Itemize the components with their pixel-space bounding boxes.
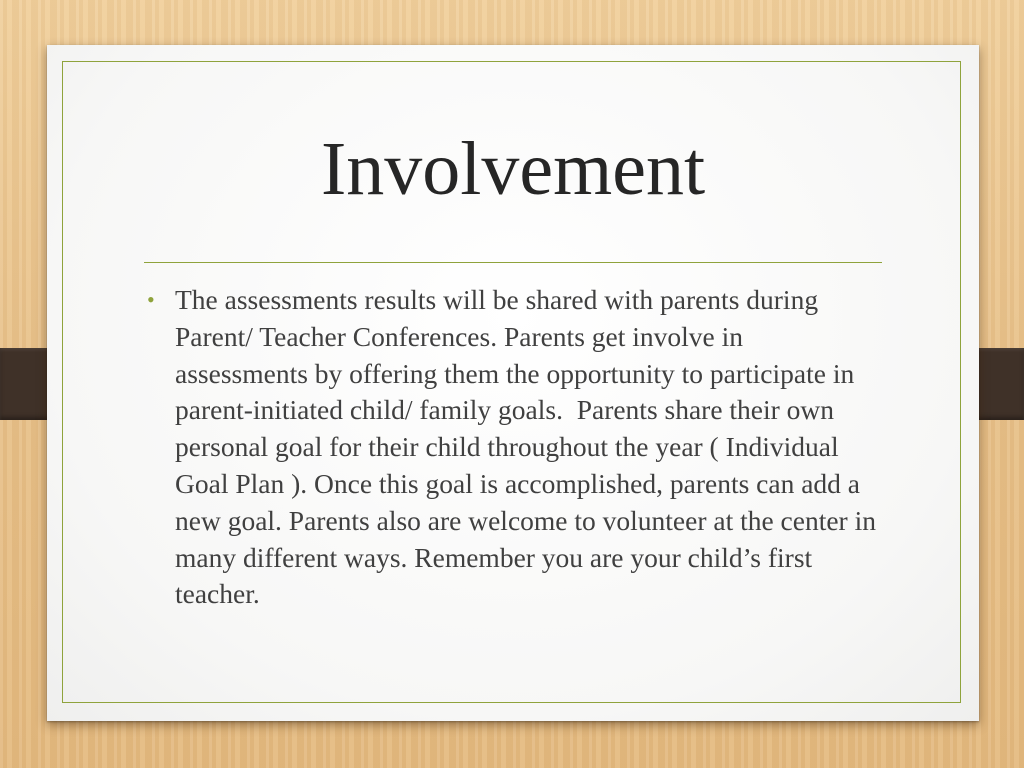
- slide-paper: [47, 45, 979, 721]
- title-divider: [144, 262, 882, 263]
- bullet-text: The assessments results will be shared with parents during Parent/ Teacher Conferences. Parents get involve in assessments by offering them the opportunity to participate in parent-initiated child/ family goals. Parents share their own personal goal for their child throughout the year ( Individual Goal Plan ). Once this goal is accomplished, parents can add a new goal. Parents also are welcome to volunteer at the center in many different ways. Remember you are your child’s first teacher.: [175, 284, 883, 610]
- bullet-item: [145, 282, 885, 613]
- slide-title: Involvement: [320, 127, 706, 211]
- bullet-list: [145, 282, 885, 613]
- bullet-dot-icon: •: [147, 287, 155, 312]
